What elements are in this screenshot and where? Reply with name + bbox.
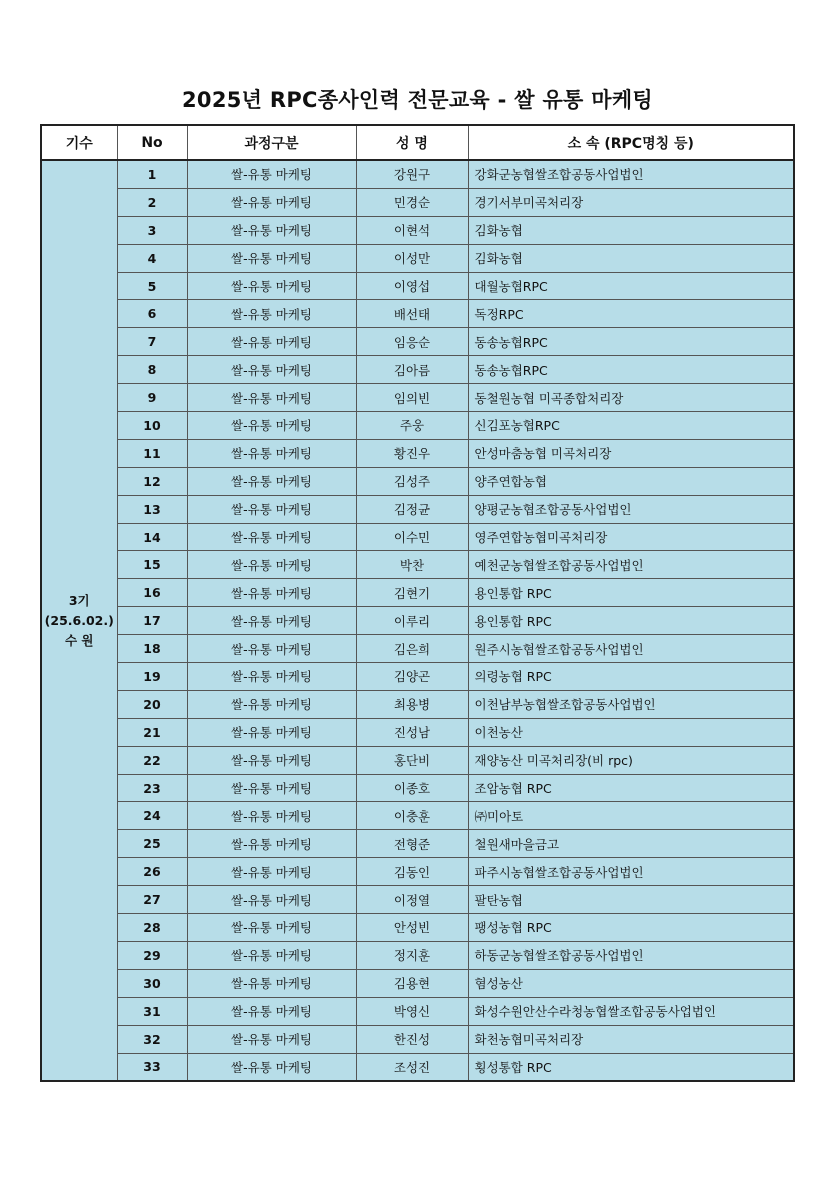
table-row — [41, 1025, 794, 1053]
row-number: 29 — [117, 941, 187, 969]
course-cell: 쌀-유통 마케팅 — [187, 635, 356, 663]
table-row — [41, 216, 794, 244]
affiliation-cell: 용인통합 RPC — [468, 579, 794, 607]
row-number: 30 — [117, 969, 187, 997]
table-row — [41, 272, 794, 300]
name-cell: 이루리 — [356, 607, 468, 635]
course-cell: 쌀-유통 마케팅 — [187, 579, 356, 607]
row-number: 1 — [117, 160, 187, 188]
course-cell: 쌀-유통 마케팅 — [187, 886, 356, 914]
affiliation-cell: 독정RPC — [468, 300, 794, 328]
name-cell: 최용병 — [356, 690, 468, 718]
affiliation-cell: 팽성농협 RPC — [468, 914, 794, 942]
table-row — [41, 300, 794, 328]
name-cell: 배선태 — [356, 300, 468, 328]
name-cell: 이충훈 — [356, 802, 468, 830]
name-cell: 임응순 — [356, 328, 468, 356]
table-row — [41, 858, 794, 886]
row-number: 12 — [117, 467, 187, 495]
affiliation-cell: 경기서부미곡처리장 — [468, 188, 794, 216]
affiliation-cell: 김화농협 — [468, 216, 794, 244]
row-number: 17 — [117, 607, 187, 635]
header-affiliation: 소 속 (RPC명칭 등) — [468, 125, 794, 160]
table-row — [41, 690, 794, 718]
affiliation-cell: 원주시농협쌀조합공동사업법인 — [468, 635, 794, 663]
affiliation-cell: 화성수원안산수라청농협쌀조합공동사업법인 — [468, 997, 794, 1025]
row-number: 7 — [117, 328, 187, 356]
course-cell: 쌀-유통 마케팅 — [187, 467, 356, 495]
name-cell: 강원구 — [356, 160, 468, 188]
table-row — [41, 244, 794, 272]
table-row — [41, 718, 794, 746]
table-row — [41, 495, 794, 523]
row-number: 10 — [117, 412, 187, 440]
name-cell: 김은희 — [356, 635, 468, 663]
course-cell: 쌀-유통 마케팅 — [187, 356, 356, 384]
affiliation-cell: 동송농협RPC — [468, 356, 794, 384]
name-cell: 이현석 — [356, 216, 468, 244]
affiliation-cell: 파주시농협쌀조합공동사업법인 — [468, 858, 794, 886]
table-row — [41, 746, 794, 774]
name-cell: 이정열 — [356, 886, 468, 914]
course-cell: 쌀-유통 마케팅 — [187, 439, 356, 467]
row-number: 19 — [117, 663, 187, 691]
course-cell: 쌀-유통 마케팅 — [187, 1025, 356, 1053]
name-cell: 이종호 — [356, 774, 468, 802]
name-cell: 김현기 — [356, 579, 468, 607]
name-cell: 김아름 — [356, 356, 468, 384]
affiliation-cell: 동철원농협 미곡종합처리장 — [468, 384, 794, 412]
header-no: No — [117, 125, 187, 160]
row-number: 16 — [117, 579, 187, 607]
affiliation-cell: 하동군농협쌀조합공동사업법인 — [468, 941, 794, 969]
affiliation-cell: 김화농협 — [468, 244, 794, 272]
course-cell: 쌀-유통 마케팅 — [187, 551, 356, 579]
row-number: 11 — [117, 439, 187, 467]
affiliation-cell: 재양농산 미곡처리장(비 rpc) — [468, 746, 794, 774]
affiliation-cell: ㈜미아토 — [468, 802, 794, 830]
table-row — [41, 1053, 794, 1081]
table-row — [41, 412, 794, 440]
course-cell: 쌀-유통 마케팅 — [187, 663, 356, 691]
course-cell: 쌀-유통 마케팅 — [187, 244, 356, 272]
name-cell: 김용현 — [356, 969, 468, 997]
course-cell: 쌀-유통 마케팅 — [187, 188, 356, 216]
row-number: 8 — [117, 356, 187, 384]
table-row — [41, 802, 794, 830]
row-number: 23 — [117, 774, 187, 802]
name-cell: 김동인 — [356, 858, 468, 886]
name-cell: 박찬 — [356, 551, 468, 579]
course-cell: 쌀-유통 마케팅 — [187, 412, 356, 440]
course-cell: 쌀-유통 마케팅 — [187, 523, 356, 551]
name-cell: 안성빈 — [356, 914, 468, 942]
name-cell: 박영신 — [356, 997, 468, 1025]
row-number: 31 — [117, 997, 187, 1025]
affiliation-cell: 영주연합농협미곡처리장 — [468, 523, 794, 551]
table-row — [41, 830, 794, 858]
affiliation-cell: 조암농협 RPC — [468, 774, 794, 802]
affiliation-cell: 이천남부농협쌀조합공동사업법인 — [468, 690, 794, 718]
affiliation-cell: 양평군농협조합공동사업법인 — [468, 495, 794, 523]
row-number: 24 — [117, 802, 187, 830]
affiliation-cell: 이천농산 — [468, 718, 794, 746]
name-cell: 정지훈 — [356, 941, 468, 969]
header-cohort: 기수 — [41, 125, 117, 160]
name-cell: 민경순 — [356, 188, 468, 216]
row-number: 25 — [117, 830, 187, 858]
affiliation-cell: 강화군농협쌀조합공동사업법인 — [468, 160, 794, 188]
name-cell: 이영섭 — [356, 272, 468, 300]
name-cell: 이수민 — [356, 523, 468, 551]
document-title: 2025년 RPC종사인력 전문교육 - 쌀 유통 마케팅 — [182, 88, 653, 112]
roster-table — [40, 124, 795, 1082]
table-row — [41, 467, 794, 495]
table-row — [41, 551, 794, 579]
table-row — [41, 523, 794, 551]
name-cell: 김성주 — [356, 467, 468, 495]
row-number: 9 — [117, 384, 187, 412]
affiliation-cell: 화천농협미곡처리장 — [468, 1025, 794, 1053]
table-row — [41, 356, 794, 384]
name-cell: 김정균 — [356, 495, 468, 523]
affiliation-cell: 예천군농협쌀조합공동사업법인 — [468, 551, 794, 579]
course-cell: 쌀-유통 마케팅 — [187, 997, 356, 1025]
table-row — [41, 328, 794, 356]
row-number: 13 — [117, 495, 187, 523]
course-cell: 쌀-유통 마케팅 — [187, 690, 356, 718]
row-number: 14 — [117, 523, 187, 551]
affiliation-cell: 의령농협 RPC — [468, 663, 794, 691]
affiliation-cell: 철원새마을금고 — [468, 830, 794, 858]
affiliation-cell: 양주연합농협 — [468, 467, 794, 495]
header-name: 성 명 — [356, 125, 468, 160]
row-number: 2 — [117, 188, 187, 216]
row-number: 5 — [117, 272, 187, 300]
row-number: 21 — [117, 718, 187, 746]
course-cell: 쌀-유통 마케팅 — [187, 718, 356, 746]
course-cell: 쌀-유통 마케팅 — [187, 328, 356, 356]
row-number: 28 — [117, 914, 187, 942]
row-number: 27 — [117, 886, 187, 914]
affiliation-cell: 신김포농협RPC — [468, 412, 794, 440]
course-cell: 쌀-유통 마케팅 — [187, 607, 356, 635]
header-course: 과정구분 — [187, 125, 356, 160]
course-cell: 쌀-유통 마케팅 — [187, 746, 356, 774]
affiliation-cell: 용인통합 RPC — [468, 607, 794, 635]
name-cell: 주웅 — [356, 412, 468, 440]
course-cell: 쌀-유통 마케팅 — [187, 941, 356, 969]
name-cell: 홍단비 — [356, 746, 468, 774]
table-row — [41, 774, 794, 802]
course-cell: 쌀-유통 마케팅 — [187, 802, 356, 830]
row-number: 15 — [117, 551, 187, 579]
row-number: 4 — [117, 244, 187, 272]
cohort-line3: 수 원 — [64, 632, 94, 648]
table-row — [41, 607, 794, 635]
table-row — [41, 997, 794, 1025]
row-number: 33 — [117, 1053, 187, 1081]
affiliation-cell: 팔탄농협 — [468, 886, 794, 914]
row-number: 3 — [117, 216, 187, 244]
name-cell: 임의빈 — [356, 384, 468, 412]
course-cell: 쌀-유통 마케팅 — [187, 300, 356, 328]
course-cell: 쌀-유통 마케팅 — [187, 160, 356, 188]
cohort-line2: (25.6.02.) — [44, 612, 114, 628]
table-row — [41, 941, 794, 969]
table-row — [41, 160, 794, 188]
row-number: 20 — [117, 690, 187, 718]
affiliation-cell: 안성마춤농협 미곡처리장 — [468, 439, 794, 467]
name-cell: 이성만 — [356, 244, 468, 272]
table-row — [41, 663, 794, 691]
row-number: 6 — [117, 300, 187, 328]
course-cell: 쌀-유통 마케팅 — [187, 914, 356, 942]
table-body — [41, 160, 794, 1081]
affiliation-cell: 횡성통합 RPC — [468, 1053, 794, 1081]
course-cell: 쌀-유통 마케팅 — [187, 495, 356, 523]
name-cell: 조성진 — [356, 1053, 468, 1081]
course-cell: 쌀-유통 마케팅 — [187, 216, 356, 244]
course-cell: 쌀-유통 마케팅 — [187, 1053, 356, 1081]
row-number: 26 — [117, 858, 187, 886]
name-cell: 황진우 — [356, 439, 468, 467]
affiliation-cell: 혐성농산 — [468, 969, 794, 997]
course-cell: 쌀-유통 마케팅 — [187, 969, 356, 997]
table-row — [41, 886, 794, 914]
row-number: 18 — [117, 635, 187, 663]
course-cell: 쌀-유통 마케팅 — [187, 272, 356, 300]
affiliation-cell: 대월농협RPC — [468, 272, 794, 300]
course-cell: 쌀-유통 마케팅 — [187, 858, 356, 886]
name-cell: 한진성 — [356, 1025, 468, 1053]
cohort-line1: 3기 — [68, 592, 90, 608]
table-row — [41, 969, 794, 997]
cohort-cell — [41, 160, 117, 1081]
table-header-row — [41, 125, 794, 160]
table-row — [41, 914, 794, 942]
course-cell: 쌀-유통 마케팅 — [187, 384, 356, 412]
row-number: 32 — [117, 1025, 187, 1053]
name-cell: 진성남 — [356, 718, 468, 746]
table-row — [41, 384, 794, 412]
table-row — [41, 188, 794, 216]
row-number: 22 — [117, 746, 187, 774]
course-cell: 쌀-유통 마케팅 — [187, 774, 356, 802]
table-row — [41, 635, 794, 663]
name-cell: 전형준 — [356, 830, 468, 858]
course-cell: 쌀-유통 마케팅 — [187, 830, 356, 858]
table-row — [41, 439, 794, 467]
affiliation-cell: 동송농협RPC — [468, 328, 794, 356]
table-row — [41, 579, 794, 607]
name-cell: 김양곤 — [356, 663, 468, 691]
